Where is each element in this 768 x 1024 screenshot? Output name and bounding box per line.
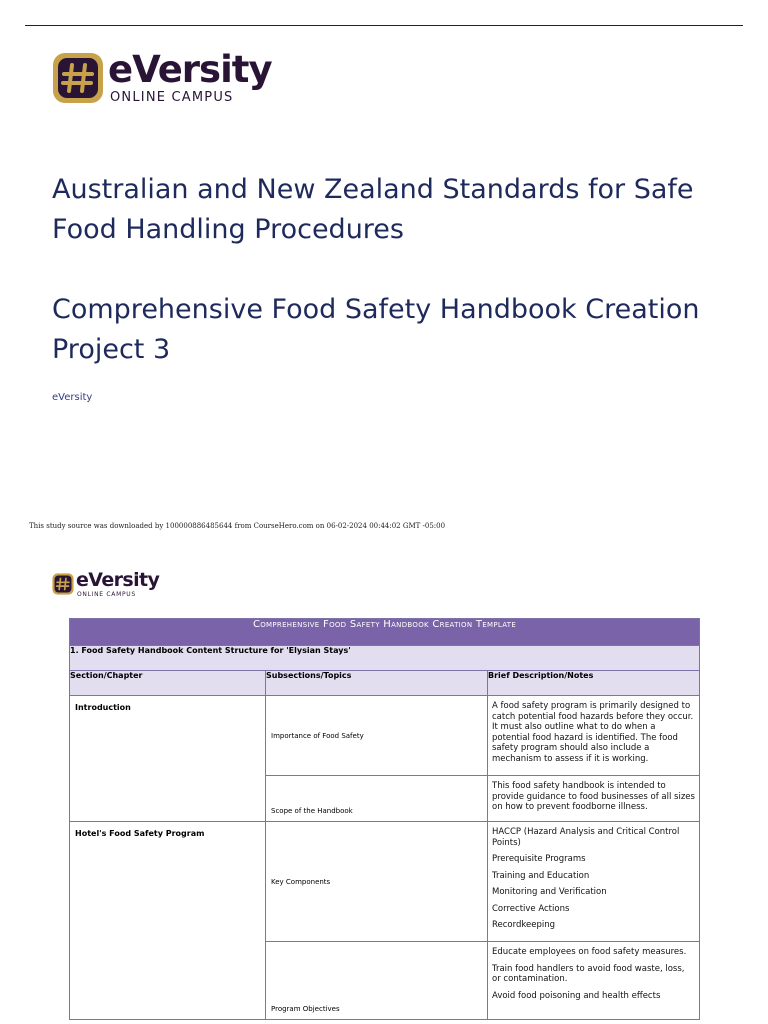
note-text: Corrective Actions [492, 903, 570, 914]
note-text: Prerequisite Programs [492, 854, 586, 864]
note-text: Educate employees on food safety measures. [492, 947, 687, 957]
note-text: This food safety handbook is intended to provide guidance to food businesses of all sizes on how to prevent foodborne illness. [492, 781, 695, 812]
eversity-logo-small [52, 569, 172, 602]
column-header-notes: Brief Description/Notes [488, 671, 700, 696]
section-name: Hotel's Food Safety Program [70, 822, 266, 1020]
note-text: A food safety program is primarily designed to catch potential food hazards before they occur. It must also outline what to do when a potential food hazard is identified. The food safety program should also include a mechanism to assess if it is working. [492, 701, 694, 764]
note-text: Train food handlers to avoid food waste, loss, or contamination. [492, 963, 685, 984]
topic-cell: Scope of the Handbook [266, 776, 488, 822]
topic-cell: Program Objectives [266, 942, 488, 1020]
notes-cell [488, 822, 700, 942]
top-rule [25, 25, 743, 26]
section-heading-row [70, 646, 700, 671]
document-title: Australian and New Zealand Standards for Safe Food Handling Procedures [52, 174, 694, 245]
note-text: Recordkeeping [492, 920, 555, 930]
table-row [70, 696, 700, 776]
author-name: eVersity [52, 392, 93, 403]
logo-small-wordmark: eVersity [76, 569, 160, 591]
table-row [70, 822, 700, 942]
eversity-logo [52, 50, 292, 110]
section-name: Introduction [70, 696, 266, 822]
template-title: Comprehensive Food Safety Handbook Creation Template [70, 619, 700, 646]
handbook-template-table [69, 618, 700, 1020]
column-header-row [70, 671, 700, 696]
document-subtitle: Comprehensive Food Safety Handbook Creation Project 3 [52, 294, 700, 365]
logo-tagline: ONLINE CAMPUS [110, 90, 234, 105]
note-text: Avoid food poisoning and health effects [492, 990, 661, 1001]
eversity-logo-mark-small-icon [52, 573, 74, 595]
notes-cell [488, 696, 700, 776]
notes-cell [488, 942, 700, 1020]
section-heading: 1. Food Safety Handbook Content Structure for 'Elysian Stays' [70, 646, 700, 671]
template-title-row [70, 619, 700, 646]
logo-wordmark: eVersity [108, 48, 272, 91]
column-header-topics: Subsections/Topics [266, 671, 488, 696]
topic-cell: Key Components [266, 822, 488, 942]
download-source-note: This study source was downloaded by 100000886485644 from CourseHero.com on 06-02-2024 00:44:02 GMT -05:00 [29, 522, 446, 530]
notes-cell [488, 776, 700, 822]
eversity-logo-mark-icon [52, 52, 104, 104]
note-text: Monitoring and Verification [492, 887, 607, 897]
column-header-section: Section/Chapter [70, 671, 266, 696]
logo-small-tagline: ONLINE CAMPUS [77, 591, 136, 598]
note-text: Training and Education [492, 870, 590, 881]
note-text: HACCP (Hazard Analysis and Critical Control Points) [492, 827, 680, 848]
topic-cell: Importance of Food Safety [266, 696, 488, 776]
